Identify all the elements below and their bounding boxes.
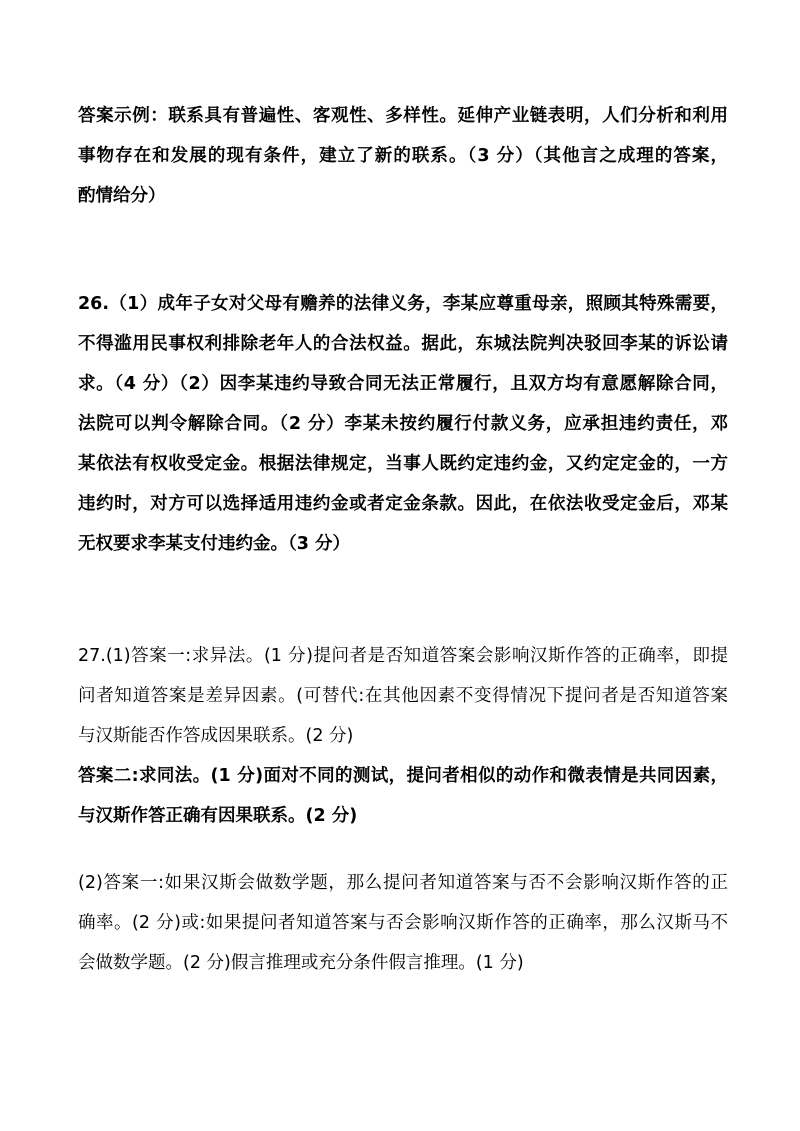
question-26-paragraph: [78, 284, 728, 564]
text-line: 求。（4 分）（2）因李某违约导致合同无法正常履行，且双方均有意愿解除合同，: [78, 374, 728, 394]
text-line: 与汉斯作答正确有因果联系。(2 分): [78, 806, 358, 826]
text-line: 事物存在和发展的现有条件，建立了新的联系。（3 分）（其他言之成理的答案，: [78, 146, 728, 166]
text-line: 答案示例：联系具有普遍性、客观性、多样性。延伸产业链表明，人们分析和利用: [78, 106, 728, 126]
text-line: 与汉斯能否作答成因果联系。(2 分): [78, 726, 354, 746]
text-line: 答案二:求同法。(1 分)面对不同的测试，提问者相似的动作和微表情是共同因素，: [78, 766, 728, 786]
text-line: 违约时，对方可以选择适用违约金或者定金条款。因此，在依法收受定金后，邓某: [78, 494, 728, 514]
text-line: 法院可以判令解除合同。（2 分）李某未按约履行付款义务，应承担违约责任，邓: [78, 414, 728, 434]
answer-example-paragraph: [78, 96, 728, 216]
text-line: 不得滥用民事权利排除老年人的合法权益。据此，东城法院判决驳回李某的诉讼请: [78, 334, 728, 354]
text-line: 酌情给分）: [78, 186, 166, 206]
text-line: 确率。(2 分)或:如果提问者知道答案与否会影响汉斯作答的正确率，那么汉斯马不: [78, 913, 728, 933]
text-line: 某依法有权收受定金。根据法律规定，当事人既约定违约金，又约定定金的，一方: [78, 454, 728, 474]
text-line: 26.（1）成年子女对父母有赡养的法律义务，李某应尊重母亲，照顾其特殊需要，: [78, 294, 728, 314]
text-line: 会做数学题。(2 分)假言推理或充分条件假言推理。(1 分): [78, 953, 524, 973]
text-line: (2)答案一:如果汉斯会做数学题，那么提问者知道答案与否不会影响汉斯作答的正: [78, 873, 728, 893]
question-27-part-2-paragraph: [78, 863, 728, 983]
question-27-part-1-paragraph: [78, 636, 728, 836]
text-line: 无权要求李某支付违约金。（3 分）: [78, 534, 351, 554]
text-line: 27.(1)答案一:求异法。(1 分)提问者是否知道答案会影响汉斯作答的正确率，即提: [78, 646, 728, 666]
text-line: 问者知道答案是差异因素。(可替代:在其他因素不变得情况下提问者是否知道答案: [78, 686, 728, 706]
